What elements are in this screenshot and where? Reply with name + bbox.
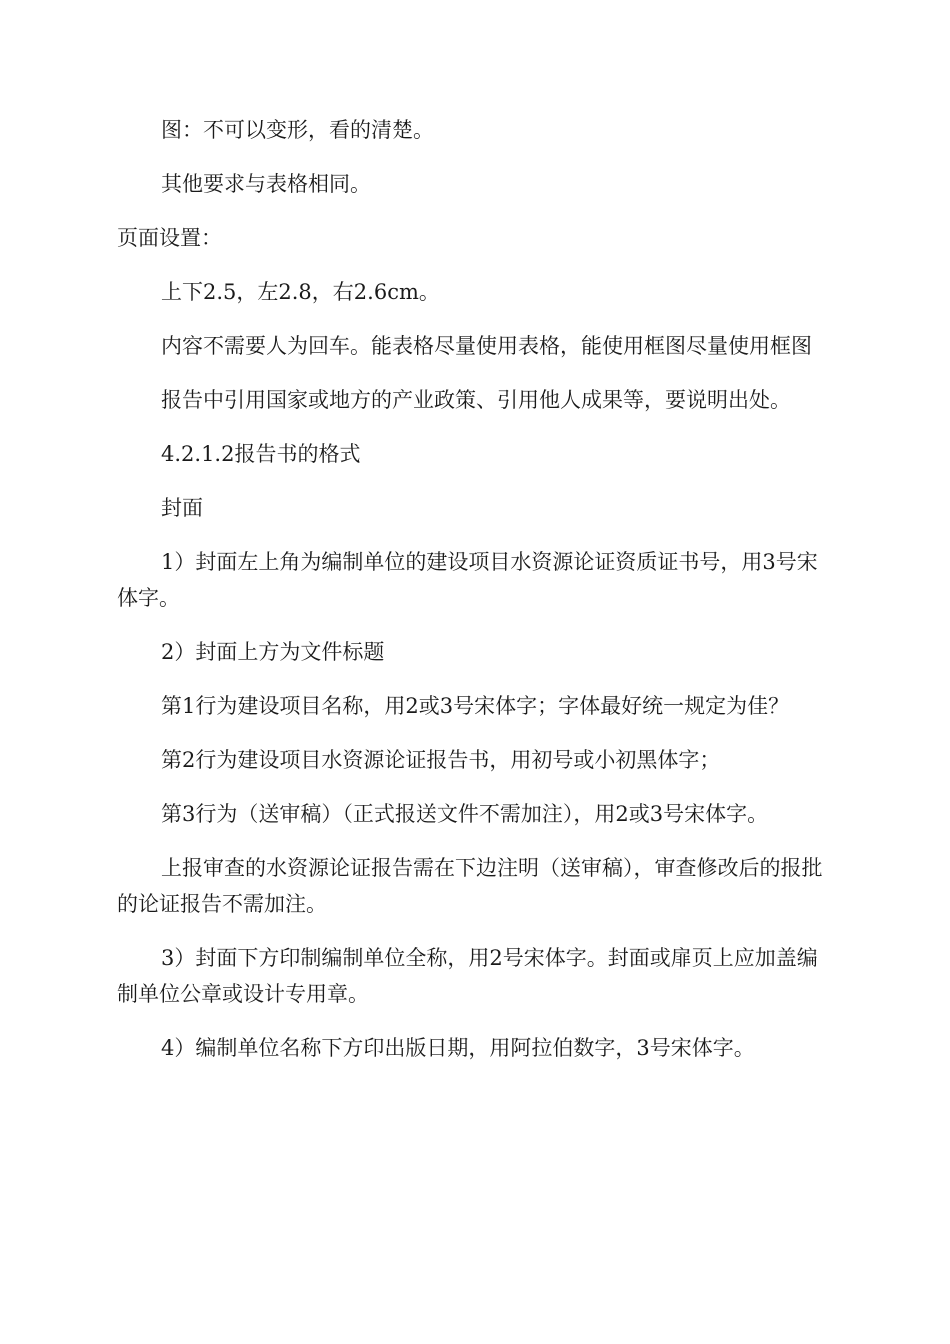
list-item: 4）编制单位名称下方印出版日期，用阿拉伯数字，3号宋体字。 <box>161 1036 755 1060</box>
section-heading-page-setup: 页面设置： <box>117 226 222 250</box>
list-item: 3）封面下方印制编制单位全称，用2号宋体字。封面或扉页上应加盖编制单位公章或设计专用章。 <box>117 946 818 1006</box>
subheading-cover: 封面 <box>161 496 203 520</box>
paragraph: 上下2.5，左2.8，右2.6cm。 <box>161 280 440 304</box>
paragraph: 其他要求与表格相同。 <box>161 172 371 196</box>
list-item: 1）封面左上角为编制单位的建设项目水资源论证资质证书号，用3号宋体字。 <box>117 550 818 610</box>
list-item: 2）封面上方为文件标题 <box>161 640 385 664</box>
paragraph: 报告中引用国家或地方的产业政策、引用他人成果等，要说明出处。 <box>161 388 791 412</box>
document-body <box>117 112 835 1084</box>
paragraph: 上报审查的水资源论证报告需在下边注明（送审稿），审查修改后的报批的论证报告不需加注。 <box>117 856 823 916</box>
paragraph: 第1行为建设项目名称，用2或3号宋体字；字体最好统一规定为佳？ <box>161 694 790 718</box>
paragraph: 第3行为（送审稿）（正式报送文件不需加注），用2或3号宋体字。 <box>161 802 769 826</box>
section-heading-report-format: 4.2.1.2报告书的格式 <box>161 442 361 466</box>
paragraph: 内容不需要人为回车。能表格尽量使用表格，能使用框图尽量使用框图 <box>161 334 812 358</box>
paragraph: 图：不可以变形，看的清楚。 <box>161 118 434 142</box>
paragraph: 第2行为建设项目水资源论证报告书，用初号或小初黑体字； <box>161 748 721 772</box>
